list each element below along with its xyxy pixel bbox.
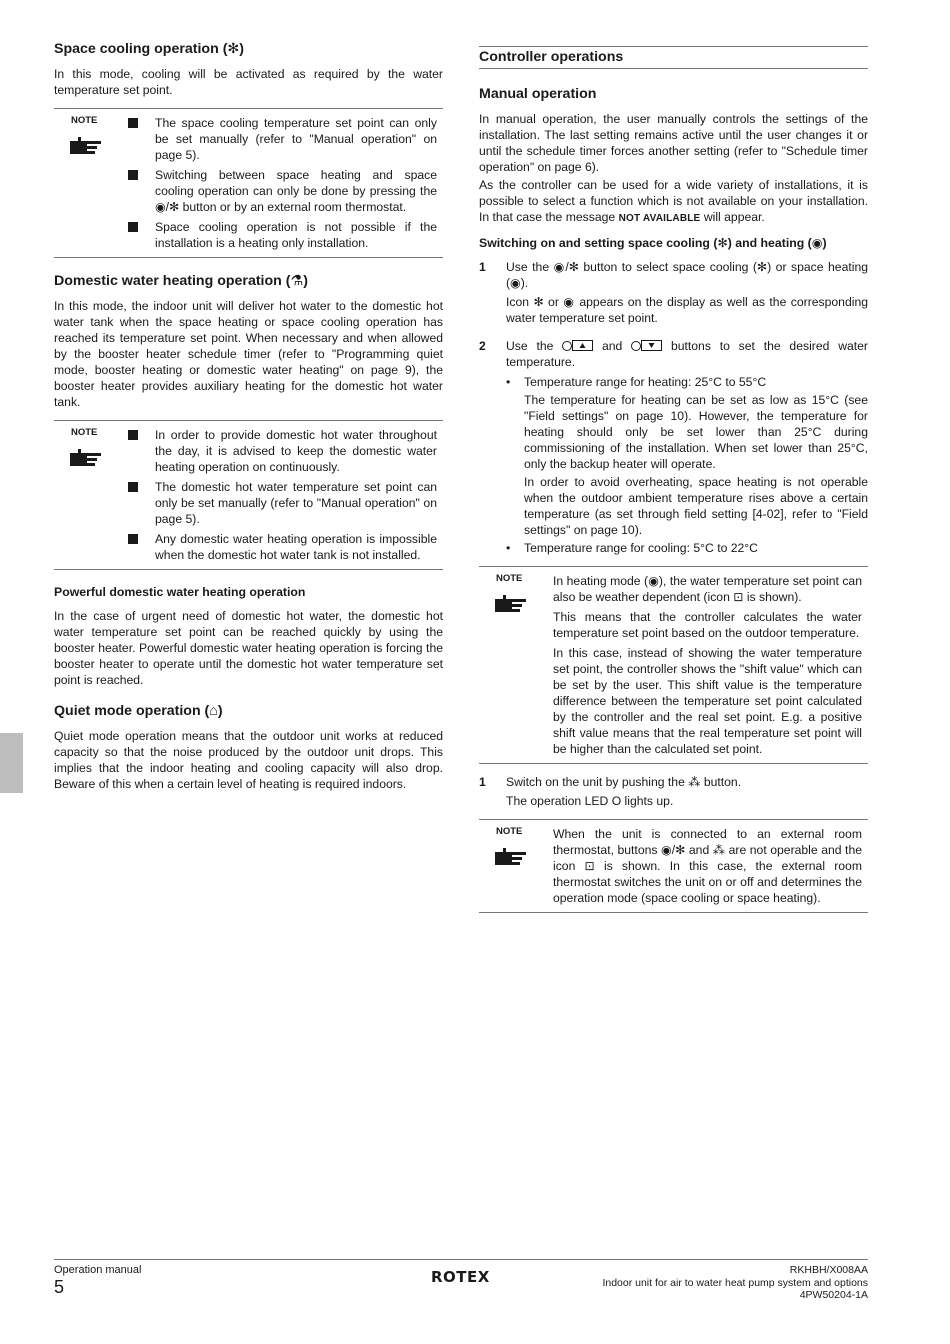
square-bullet-icon bbox=[128, 222, 138, 232]
note-item: Switching between space heating and space cooling operation can only be done by pressing the ◉/✻ button or by an external room thermostat. bbox=[128, 167, 437, 215]
powerful-dhw-text: In the case of urgent need of domestic hot water, the domestic hot water temperature set point can be reached quickly by using the booster heater. Powerful domestic water heating operation is forcing the booster heater to operate until the domestic hot water temperature set point is reached. bbox=[54, 609, 443, 687]
pointing-hand-icon bbox=[68, 445, 104, 467]
square-bullet-icon bbox=[128, 534, 138, 544]
not-available-message: NOT AVAILABLE bbox=[618, 213, 701, 224]
step-1 bbox=[479, 259, 868, 328]
switching-heading: Switching on and setting space cooling (✻) and heating (◉) bbox=[479, 236, 827, 250]
note-label: NOTE bbox=[496, 826, 523, 837]
step-text: Use the and buttons to set the desired water temperature. bbox=[506, 339, 868, 369]
external-thermostat-note: NOTE When the unit is connected to an external room thermostat, buttons ◉/✻ and ⁂ are not operable and the icon ⊡ is shown. In this case, the external room thermostat switches the unit on or off and determines the operation mode (space cooling or space heating). bbox=[479, 819, 868, 913]
bullet-heating-range: • Temperature range for heating: 25°C to 55°C The temperature for heating can be set as low as 15°C (see "Field settings" on page 10). However, the temperature for heating should only be set lower than 25°C during commissioning of the installation. When set lower than 25°C, only the backup heater will operate. In order to avoid overheating, space heating is not operable when the outdoor ambient temperature rises above a certain temperature (as set through field setting [4-02], refer to "Field settings" on page 10). bbox=[506, 375, 868, 537]
right-column bbox=[479, 40, 868, 923]
left-column bbox=[54, 40, 443, 806]
pointing-hand-icon bbox=[493, 844, 529, 866]
footer-left bbox=[54, 1264, 141, 1297]
note-item: Space cooling operation is not possible if the installation is a heating only installation. bbox=[128, 219, 437, 251]
rotex-logo: ROTEX bbox=[431, 1268, 490, 1286]
note-item: Any domestic water heating operation is impossible when the domestic hot water tank is not installed. bbox=[128, 531, 437, 563]
note-label: NOTE bbox=[71, 115, 98, 126]
manual-operation-p2: As the controller can be used for a wide variety of installations, it is possible to select a function which is not available on your installation. In that case the message NOT AVAILABLE will appear. bbox=[479, 178, 868, 224]
dhw-text: In this mode, the indoor unit will deliver hot water to the domestic hot water tank when the space heating or space cooling operation has reached its temperature set point. When necessary and when allowed by the booster heater schedule timer (refer to "Programming quiet mode, booster heating or domestic water heating" on page 9), the booster heater provides auxiliary heating for the domestic hot water tank. bbox=[54, 299, 443, 409]
step-switch-on bbox=[479, 774, 868, 811]
down-button-icon bbox=[641, 340, 662, 351]
footer-right bbox=[602, 1264, 868, 1302]
page-number: 5 bbox=[54, 1277, 65, 1297]
product-description: Indoor unit for air to water heat pump system and options bbox=[602, 1276, 868, 1289]
dhw-section bbox=[54, 272, 443, 570]
space-cooling-text: In this mode, cooling will be activated as required by the water temperature set point. bbox=[54, 67, 443, 97]
controller-operations-header bbox=[479, 46, 868, 69]
step-subtext: The operation LED O lights up. bbox=[506, 794, 674, 808]
pointing-hand-icon bbox=[68, 133, 104, 155]
square-bullet-icon bbox=[128, 482, 138, 492]
step-number: 2 bbox=[479, 339, 486, 353]
pointing-hand-icon bbox=[493, 591, 529, 613]
controller-operations-heading: Controller operations bbox=[479, 49, 624, 65]
manual-operation-p1: In manual operation, the user manually controls the settings of the installation. The last setting remains active until the user changes it or until the schedule timer forces another setting (refer to "Schedule timer operation" on page 6). bbox=[479, 112, 868, 174]
dhw-heading: Domestic water heating operation (⚗) bbox=[54, 273, 308, 289]
thermometer-icon bbox=[562, 341, 572, 351]
footer-rule bbox=[54, 1259, 868, 1260]
square-bullet-icon bbox=[128, 118, 138, 128]
quiet-mode-text: Quiet mode operation means that the outdoor unit works at reduced capacity so that the noise produced by the outdoor unit drops. This implies that the indoor heating and cooling capacity will also drop. Beware of this when a certain level of heating is required indoors. bbox=[54, 729, 443, 791]
weather-dependent-note: NOTE In heating mode (◉), the water temperature set point can also be weather dependent (icon ⊡ is shown). This means that the controller calculates the water temperature set point based on the outdoor temperature. In this case, instead of showing the water temperature set point, the controller shows the "shift value" which can be set by the user. This shift value is the temperature difference between the temperature set point calculated by the controller and the real set point. E.g. a positive shift value means that the real temperature set point will be higher than the calculated set point. bbox=[479, 566, 868, 764]
powerful-dhw-section bbox=[54, 584, 443, 688]
quiet-mode-section bbox=[54, 702, 443, 792]
note-item: In order to provide domestic hot water throughout the day, it is advised to keep the domestic water heating operation on continuously. bbox=[128, 427, 437, 475]
square-bullet-icon bbox=[128, 170, 138, 180]
step-number: 1 bbox=[479, 260, 486, 274]
quiet-mode-heading: Quiet mode operation (⌂) bbox=[54, 703, 223, 719]
step-subtext: Icon ✻ or ◉ appears on the display as well as the corresponding water temperature set point. bbox=[506, 295, 868, 325]
cooling-note bbox=[54, 108, 443, 258]
section-tab bbox=[0, 733, 23, 793]
note-label: NOTE bbox=[71, 427, 98, 438]
up-button-icon bbox=[572, 340, 593, 351]
bullet-cooling-range: • Temperature range for cooling: 5°C to 22°C bbox=[506, 541, 758, 555]
space-cooling-heading: Space cooling operation (✻) bbox=[54, 41, 245, 57]
step-text: Use the ◉/✻ button to select space cooling (✻) or space heating (◉). bbox=[506, 260, 868, 290]
square-bullet-icon bbox=[128, 430, 138, 440]
note-label: NOTE bbox=[496, 573, 523, 584]
doc-type: Operation manual bbox=[54, 1264, 142, 1276]
dhw-note bbox=[54, 420, 443, 570]
manual-operation-heading: Manual operation bbox=[479, 86, 597, 102]
step-2 bbox=[479, 338, 868, 558]
step-number: 1 bbox=[479, 775, 486, 789]
model-number: RKHBH/X008AA bbox=[789, 1264, 868, 1276]
space-cooling-section bbox=[54, 40, 443, 258]
powerful-dhw-heading: Powerful domestic water heating operation bbox=[54, 585, 306, 599]
document-code: 4PW50204-1A bbox=[799, 1289, 868, 1301]
step-text: Switch on the unit by pushing the ⁂ button. bbox=[506, 775, 742, 789]
note-item: The domestic hot water temperature set point can only be set manually (refer to "Manual operation" on page 5). bbox=[128, 479, 437, 527]
thermometer-icon bbox=[631, 341, 641, 351]
note-item: The space cooling temperature set point can only be set manually (refer to "Manual operation" on page 5). bbox=[128, 115, 437, 163]
